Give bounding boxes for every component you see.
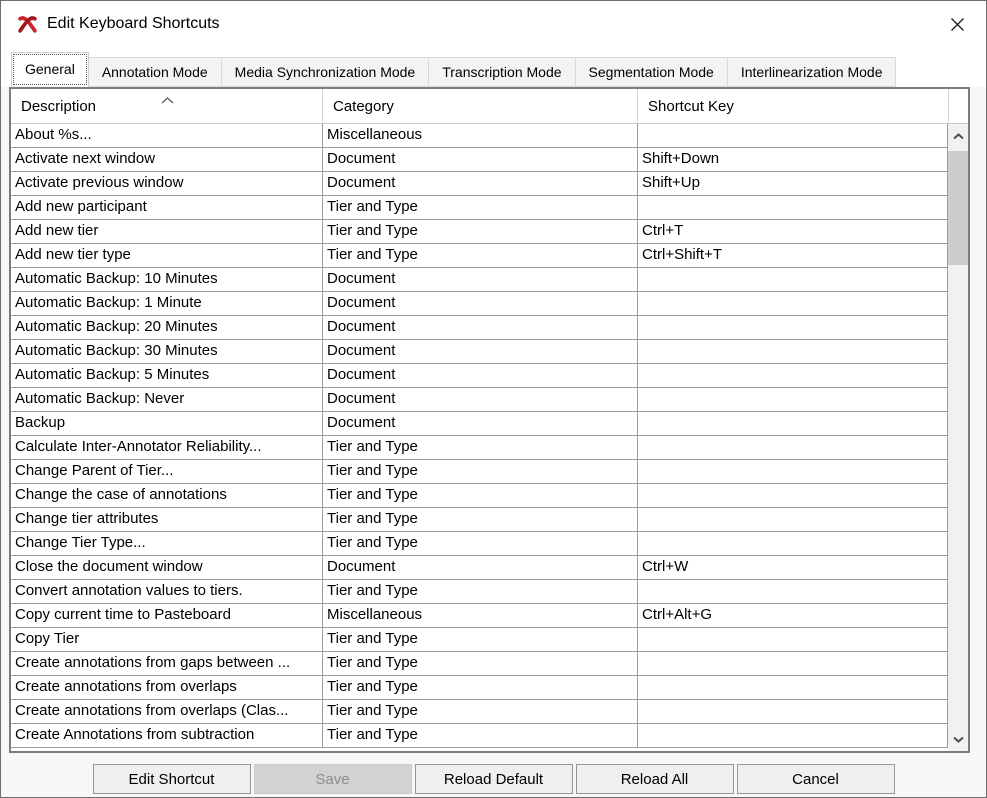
elan-logo-icon xyxy=(17,14,38,35)
tab-segmentation-mode[interactable]: Segmentation Mode xyxy=(575,57,728,87)
cell-category: Tier and Type xyxy=(323,460,638,483)
cell-shortcut-key xyxy=(638,268,948,291)
chevron-down-icon xyxy=(953,736,964,743)
cell-shortcut-key xyxy=(638,316,948,339)
cell-description: Calculate Inter-Annotator Reliability... xyxy=(11,436,323,459)
cell-category: Tier and Type xyxy=(323,676,638,699)
tab-transcription-mode[interactable]: Transcription Mode xyxy=(428,57,575,87)
cell-description: Backup xyxy=(11,412,323,435)
table-row[interactable] xyxy=(11,244,948,268)
table-row[interactable] xyxy=(11,556,948,580)
tab-interlinearization-mode[interactable]: Interlinearization Mode xyxy=(727,57,897,87)
table-row[interactable] xyxy=(11,532,948,556)
cell-description: Automatic Backup: Never xyxy=(11,388,323,411)
save-button[interactable]: Save xyxy=(254,764,412,794)
cell-shortcut-key: Ctrl+Alt+G xyxy=(638,604,948,627)
cell-shortcut-key xyxy=(638,652,948,675)
cell-shortcut-key xyxy=(638,628,948,651)
cell-shortcut-key xyxy=(638,196,948,219)
scrollbar-down-button[interactable] xyxy=(948,727,968,751)
cell-shortcut-key xyxy=(638,532,948,555)
cell-shortcut-key xyxy=(638,484,948,507)
cell-description: Add new tier type xyxy=(11,244,323,267)
cell-description: Create annotations from overlaps xyxy=(11,676,323,699)
cell-shortcut-key xyxy=(638,340,948,363)
sort-ascending-icon xyxy=(161,91,174,109)
cell-shortcut-key: Ctrl+T xyxy=(638,220,948,243)
cell-shortcut-key xyxy=(638,124,948,147)
cell-category: Tier and Type xyxy=(323,508,638,531)
tab-annotation-mode[interactable]: Annotation Mode xyxy=(88,57,222,87)
table-row[interactable] xyxy=(11,364,948,388)
cell-shortcut-key: Shift+Up xyxy=(638,172,948,195)
cell-description: About %s... xyxy=(11,124,323,147)
scrollbar-track[interactable] xyxy=(948,265,968,727)
cell-shortcut-key xyxy=(638,700,948,723)
cell-description: Change Parent of Tier... xyxy=(11,460,323,483)
cell-shortcut-key xyxy=(638,292,948,315)
table-row[interactable] xyxy=(11,460,948,484)
table-row[interactable] xyxy=(11,388,948,412)
reload-default-button[interactable]: Reload Default xyxy=(415,764,573,794)
table-row[interactable] xyxy=(11,412,948,436)
chevron-up-icon xyxy=(953,133,964,140)
table-row[interactable] xyxy=(11,436,948,460)
table-row[interactable] xyxy=(11,652,948,676)
table-row[interactable] xyxy=(11,268,948,292)
tab-general[interactable]: General xyxy=(11,52,89,87)
cell-shortcut-key xyxy=(638,364,948,387)
column-header-category[interactable]: Category xyxy=(323,89,638,123)
table-body xyxy=(11,124,968,751)
scrollbar-thumb[interactable] xyxy=(948,151,968,265)
cell-category: Tier and Type xyxy=(323,244,638,267)
cell-category: Document xyxy=(323,172,638,195)
table-row[interactable] xyxy=(11,580,948,604)
cancel-button[interactable]: Cancel xyxy=(737,764,895,794)
cell-category: Tier and Type xyxy=(323,700,638,723)
cell-description: Add new tier xyxy=(11,220,323,243)
cell-description: Automatic Backup: 20 Minutes xyxy=(11,316,323,339)
cell-category: Document xyxy=(323,388,638,411)
table-row[interactable] xyxy=(11,172,948,196)
column-header-shortcut-key[interactable]: Shortcut Key xyxy=(638,89,949,123)
table-row[interactable] xyxy=(11,484,948,508)
cell-description: Copy current time to Pasteboard xyxy=(11,604,323,627)
table-row[interactable] xyxy=(11,604,948,628)
cell-description: Add new participant xyxy=(11,196,323,219)
cell-shortcut-key xyxy=(638,412,948,435)
edit-shortcut-button[interactable]: Edit Shortcut xyxy=(93,764,251,794)
cell-shortcut-key: Ctrl+W xyxy=(638,556,948,579)
table-rows xyxy=(11,124,948,751)
button-bar xyxy=(1,764,986,794)
cell-shortcut-key xyxy=(638,436,948,459)
cell-category: Miscellaneous xyxy=(323,604,638,627)
cell-shortcut-key xyxy=(638,388,948,411)
cell-category: Tier and Type xyxy=(323,724,638,747)
cell-category: Tier and Type xyxy=(323,436,638,459)
cell-shortcut-key xyxy=(638,676,948,699)
cell-description: Change the case of annotations xyxy=(11,484,323,507)
column-header-spacer xyxy=(949,89,968,123)
cell-shortcut-key xyxy=(638,580,948,603)
table-row[interactable] xyxy=(11,292,948,316)
cell-category: Tier and Type xyxy=(323,484,638,507)
table-row[interactable] xyxy=(11,220,948,244)
table-row[interactable] xyxy=(11,724,948,748)
cell-category: Document xyxy=(323,316,638,339)
cell-description: Create Annotations from subtraction xyxy=(11,724,323,747)
cell-category: Document xyxy=(323,148,638,171)
cell-description: Copy Tier xyxy=(11,628,323,651)
column-header-description[interactable]: Description xyxy=(11,89,323,123)
cell-description: Automatic Backup: 30 Minutes xyxy=(11,340,323,363)
table-row[interactable] xyxy=(11,508,948,532)
tab-media-synchronization-mode[interactable]: Media Synchronization Mode xyxy=(221,57,430,87)
cell-description: Close the document window xyxy=(11,556,323,579)
table-row[interactable] xyxy=(11,316,948,340)
cell-description: Automatic Backup: 10 Minutes xyxy=(11,268,323,291)
cell-category: Document xyxy=(323,412,638,435)
cell-category: Miscellaneous xyxy=(323,124,638,147)
table-row[interactable] xyxy=(11,340,948,364)
tab-strip xyxy=(1,47,986,87)
cell-category: Document xyxy=(323,364,638,387)
cell-category: Tier and Type xyxy=(323,196,638,219)
cell-shortcut-key xyxy=(638,460,948,483)
table-row[interactable] xyxy=(11,196,948,220)
cell-shortcut-key xyxy=(638,508,948,531)
cell-category: Tier and Type xyxy=(323,532,638,555)
cell-category: Document xyxy=(323,556,638,579)
cell-description: Change Tier Type... xyxy=(11,532,323,555)
scrollbar-up-button[interactable] xyxy=(948,124,968,148)
cell-category: Document xyxy=(323,340,638,363)
cell-category: Tier and Type xyxy=(323,652,638,675)
table-row[interactable] xyxy=(11,676,948,700)
cell-category: Tier and Type xyxy=(323,580,638,603)
cell-category: Document xyxy=(323,268,638,291)
cell-description: Create annotations from overlaps (Clas... xyxy=(11,700,323,723)
close-icon xyxy=(950,17,965,32)
cell-description: Create annotations from gaps between ... xyxy=(11,652,323,675)
cell-category: Tier and Type xyxy=(323,220,638,243)
cell-description: Activate next window xyxy=(11,148,323,171)
table-row[interactable] xyxy=(11,124,948,148)
cell-description: Automatic Backup: 5 Minutes xyxy=(11,364,323,387)
table-row[interactable] xyxy=(11,628,948,652)
cell-shortcut-key: Ctrl+Shift+T xyxy=(638,244,948,267)
reload-all-button[interactable]: Reload All xyxy=(576,764,734,794)
cell-description: Change tier attributes xyxy=(11,508,323,531)
window-title: Edit Keyboard Shortcuts xyxy=(47,15,220,32)
table-row[interactable] xyxy=(11,148,948,172)
cell-category: Tier and Type xyxy=(323,628,638,651)
cell-description: Convert annotation values to tiers. xyxy=(11,580,323,603)
shortcuts-table xyxy=(9,87,970,753)
cell-description: Activate previous window xyxy=(11,172,323,195)
table-header xyxy=(11,89,968,124)
titlebar xyxy=(1,1,986,47)
table-row[interactable] xyxy=(11,700,948,724)
cell-category: Document xyxy=(323,292,638,315)
cell-shortcut-key xyxy=(638,724,948,747)
cell-shortcut-key: Shift+Down xyxy=(638,148,948,171)
cell-description: Automatic Backup: 1 Minute xyxy=(11,292,323,315)
close-button[interactable] xyxy=(929,1,986,47)
vertical-scrollbar[interactable] xyxy=(948,124,968,751)
